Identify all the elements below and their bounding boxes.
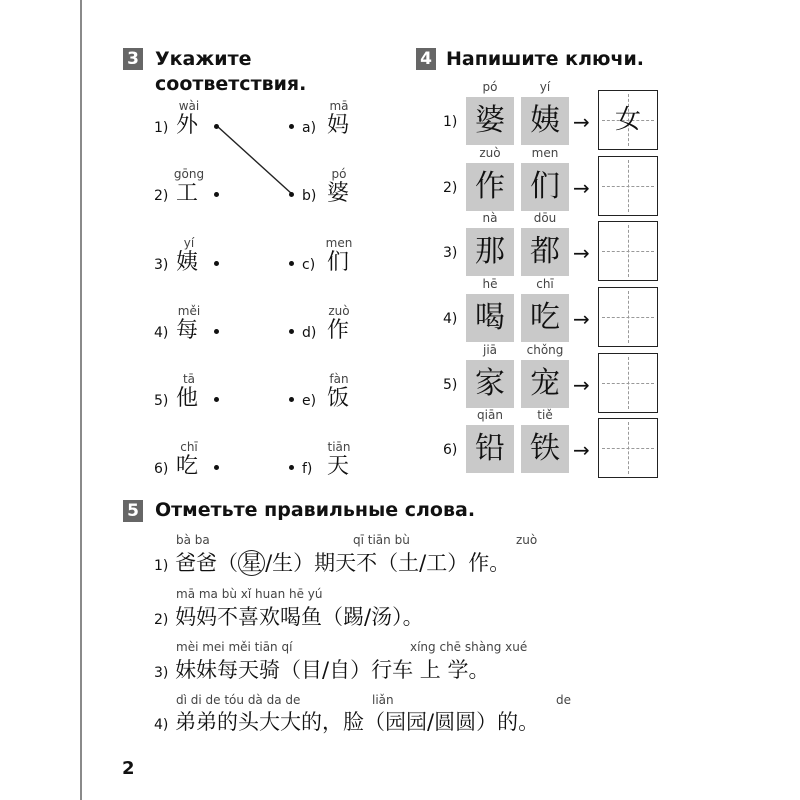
radical-row-5-pinyin-2: chǒng	[526, 343, 564, 357]
section-5-number: 5	[123, 500, 143, 522]
left-4-hanzi: 每	[176, 318, 199, 343]
right-a-letter: a)	[302, 120, 317, 136]
left-4-dot[interactable]	[214, 329, 219, 334]
radical-row-2-answer	[599, 157, 657, 215]
radical-row-1-answer: 女	[614, 105, 641, 135]
left-2-number: 2)	[154, 188, 169, 204]
sentence-3-text: 妹妹每天骑（目/自）行车 上 学。	[175, 658, 490, 682]
left-4-number: 4)	[154, 325, 169, 341]
radical-row-2-arrow: →	[573, 176, 590, 200]
radical-row-2-char-2: 们	[521, 163, 569, 211]
radical-row-2-char-1: 作	[466, 163, 514, 211]
right-e-dot[interactable]	[289, 397, 294, 402]
right-e-pinyin: fàn	[329, 372, 349, 386]
radical-row-5-number: 5)	[443, 377, 458, 393]
sentence-4	[154, 709, 539, 738]
left-5-hanzi: 他	[176, 386, 199, 411]
radical-row-5-arrow: →	[573, 373, 590, 397]
left-3-hanzi: 姨	[176, 250, 199, 275]
radical-row-4-char-2: 吃	[521, 294, 569, 342]
right-d-letter: d)	[302, 325, 317, 341]
sentence-3-number: 3)	[154, 665, 169, 681]
sentence-2-text: 妈妈不喜欢喝鱼（踢/汤）。	[175, 605, 424, 629]
left-5-dot[interactable]	[214, 397, 219, 402]
radical-row-4-answer	[599, 288, 657, 346]
sentence-1-circled-choice[interactable]: 星	[238, 550, 265, 576]
radical-row-6-answer-box[interactable]	[598, 418, 658, 478]
sentence-1-text-after: /生）期天不（土/工）作。	[265, 551, 511, 575]
radical-row-4-char-1: 喝	[466, 294, 514, 342]
section-4-number: 4	[416, 48, 436, 70]
radical-row-3-number: 3)	[443, 245, 458, 261]
right-a-pinyin: mā	[329, 99, 349, 113]
right-d-pinyin: zuò	[328, 304, 350, 318]
radical-row-3-pinyin-1: nà	[482, 211, 498, 225]
radical-row-3-answer	[599, 222, 657, 280]
radical-row-4-answer-box[interactable]	[598, 287, 658, 347]
radical-row-1-number: 1)	[443, 114, 458, 130]
radical-row-3-answer-box[interactable]	[598, 221, 658, 281]
left-5-number: 5)	[154, 393, 169, 409]
radical-row-6-number: 6)	[443, 442, 458, 458]
radical-row-2-answer-box[interactable]	[598, 156, 658, 216]
sentence-4-pinyin-1: dì di de tóu dà da de	[176, 693, 301, 707]
radical-row-6-answer	[599, 419, 657, 477]
sentence-2-number: 2)	[154, 612, 169, 628]
radical-row-2-pinyin-2: men	[531, 146, 559, 160]
radical-row-4-pinyin-2: chī	[536, 277, 554, 291]
radical-row-1-pinyin-1: pó	[482, 80, 498, 94]
radical-row-5-char-2: 宠	[521, 360, 569, 408]
radical-row-1-char-1: 婆	[466, 97, 514, 145]
section-3-title-line1: Укажите	[155, 48, 252, 70]
section-4-title: Напишите ключи.	[446, 48, 645, 70]
sentence-1-text-before: 爸爸（	[175, 551, 239, 575]
radical-row-1-char-2: 姨	[521, 97, 569, 145]
sentence-4-number: 4)	[154, 717, 169, 733]
sentence-2-pinyin-1: mā ma bù xǐ huan hē yú	[176, 587, 323, 601]
match-line-1-b	[217, 126, 292, 194]
right-b-letter: b)	[302, 188, 317, 204]
right-a-hanzi: 妈	[327, 113, 350, 138]
right-f-hanzi: 天	[327, 454, 350, 479]
radical-row-4-pinyin-1: hē	[482, 277, 498, 291]
left-6-number: 6)	[154, 461, 169, 477]
sentence-4-pinyin-3: de	[556, 693, 571, 707]
left-4-pinyin: měi	[177, 304, 201, 318]
radical-row-6-char-1: 铅	[466, 425, 514, 473]
right-c-pinyin: men	[325, 236, 353, 250]
left-2-dot[interactable]	[214, 192, 219, 197]
right-f-pinyin: tiān	[327, 440, 351, 454]
radical-row-5-pinyin-1: jiā	[482, 343, 498, 357]
sentence-1-pinyin-2: qī tiān bù	[353, 533, 410, 547]
left-1-pinyin: wài	[178, 99, 200, 113]
radical-row-1-arrow: →	[573, 110, 590, 134]
radical-row-6-pinyin-2: tiě	[537, 408, 553, 422]
sentence-2	[154, 604, 424, 633]
sentence-4-pinyin-2: liǎn	[372, 693, 394, 707]
right-b-pinyin: pó	[331, 167, 347, 181]
radical-row-6-arrow: →	[573, 438, 590, 462]
section-5-title: Отметьте правильные слова.	[155, 499, 476, 521]
right-e-hanzi: 饭	[327, 386, 350, 411]
right-f-dot[interactable]	[289, 465, 294, 470]
sentence-1-number: 1)	[154, 558, 169, 574]
radical-row-6-pinyin-1: qiān	[477, 408, 503, 422]
sentence-3-pinyin-1: mèi mei měi tiān qí	[176, 640, 293, 654]
sentence-3	[154, 657, 490, 686]
radical-row-5-answer	[599, 354, 657, 412]
right-c-hanzi: 们	[327, 250, 350, 275]
left-3-pinyin: yí	[183, 236, 195, 250]
right-a-dot[interactable]	[289, 124, 294, 129]
left-1-number: 1)	[154, 120, 169, 136]
sentence-1	[154, 550, 510, 579]
left-6-pinyin: chī	[180, 440, 198, 454]
page-number: 2	[122, 758, 135, 779]
radical-row-3-char-1: 那	[466, 228, 514, 276]
sentence-1-pinyin-1: bà ba	[176, 533, 210, 547]
radical-row-3-char-2: 都	[521, 228, 569, 276]
radical-row-4-number: 4)	[443, 311, 458, 327]
section-3-title-line2: соответствия.	[155, 73, 307, 95]
radical-row-2-pinyin-1: zuò	[479, 146, 501, 160]
sentence-3-pinyin-2: xíng chē shàng xué	[410, 640, 528, 654]
right-b-dot[interactable]	[289, 192, 294, 197]
radical-row-5-char-1: 家	[466, 360, 514, 408]
left-5-pinyin: tā	[182, 372, 196, 386]
radical-row-4-arrow: →	[573, 307, 590, 331]
radical-row-3-pinyin-2: dōu	[533, 211, 557, 225]
left-3-number: 3)	[154, 257, 169, 273]
section-3-number: 3	[123, 48, 143, 70]
left-1-hanzi: 外	[176, 113, 199, 138]
sentence-4-text: 弟弟的头大大的，脸（园园/圆圆）的。	[175, 710, 540, 734]
right-d-dot[interactable]	[289, 329, 294, 334]
radical-row-6-char-2: 铁	[521, 425, 569, 473]
left-3-dot[interactable]	[214, 261, 219, 266]
left-6-hanzi: 吃	[176, 454, 199, 479]
left-2-hanzi: 工	[176, 181, 199, 206]
right-f-letter: f)	[302, 461, 313, 477]
sentence-1-pinyin-3: zuò	[516, 533, 538, 547]
radical-row-3-arrow: →	[573, 241, 590, 265]
right-c-letter: c)	[302, 257, 316, 273]
left-1-dot[interactable]	[214, 124, 219, 129]
radical-row-1-pinyin-2: yí	[539, 80, 551, 94]
radical-row-1-answer-box[interactable]	[598, 90, 658, 150]
left-6-dot[interactable]	[214, 465, 219, 470]
radical-row-5-answer-box[interactable]	[598, 353, 658, 413]
right-c-dot[interactable]	[289, 261, 294, 266]
radical-row-2-number: 2)	[443, 180, 458, 196]
right-d-hanzi: 作	[327, 318, 350, 343]
left-2-pinyin: gōng	[173, 167, 205, 181]
right-b-hanzi: 婆	[327, 181, 350, 206]
right-e-letter: e)	[302, 393, 317, 409]
